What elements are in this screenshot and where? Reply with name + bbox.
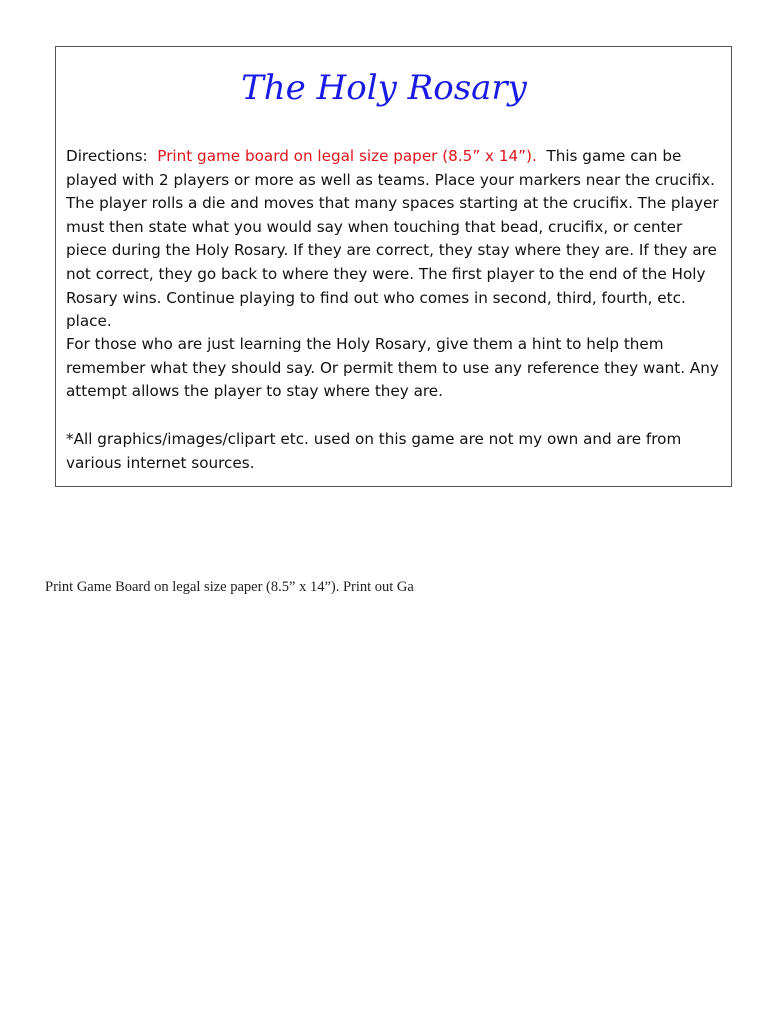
document-title: The Holy Rosary xyxy=(241,68,527,108)
footer-print-note: Print Game Board on legal size paper (8.5” x 14”). Print out Ga xyxy=(45,579,414,595)
print-instruction-highlight: Print game board on legal size paper (8.5” x 14”). xyxy=(157,147,537,165)
learning-note-paragraph: For those who are just learning the Holy Rosary, give them a hint to help them remember what they should say. Or permit them to use any reference they want. Any attempt allows the player to stay where they are. xyxy=(66,335,719,401)
directions-paragraph xyxy=(66,145,726,334)
directions-label: Directions: xyxy=(66,147,148,165)
credits-note-paragraph: *All graphics/images/clipart etc. used on this game are not my own and are from various internet sources. xyxy=(66,430,682,472)
directions-body: This game can be played with 2 players or more as well as teams. Place your markers near the crucifix. The player rolls a die and moves that many spaces starting at the crucifix. The player must then state what you would say when touching that bead, crucifix, or center piece during the Holy Rosary. If they are correct, they stay where they are. If they are not correct, they go back to where they were. The first player to the end of the Holy Rosary wins. Continue playing to find out who comes in second, third, fourth, etc. place. xyxy=(66,147,719,331)
